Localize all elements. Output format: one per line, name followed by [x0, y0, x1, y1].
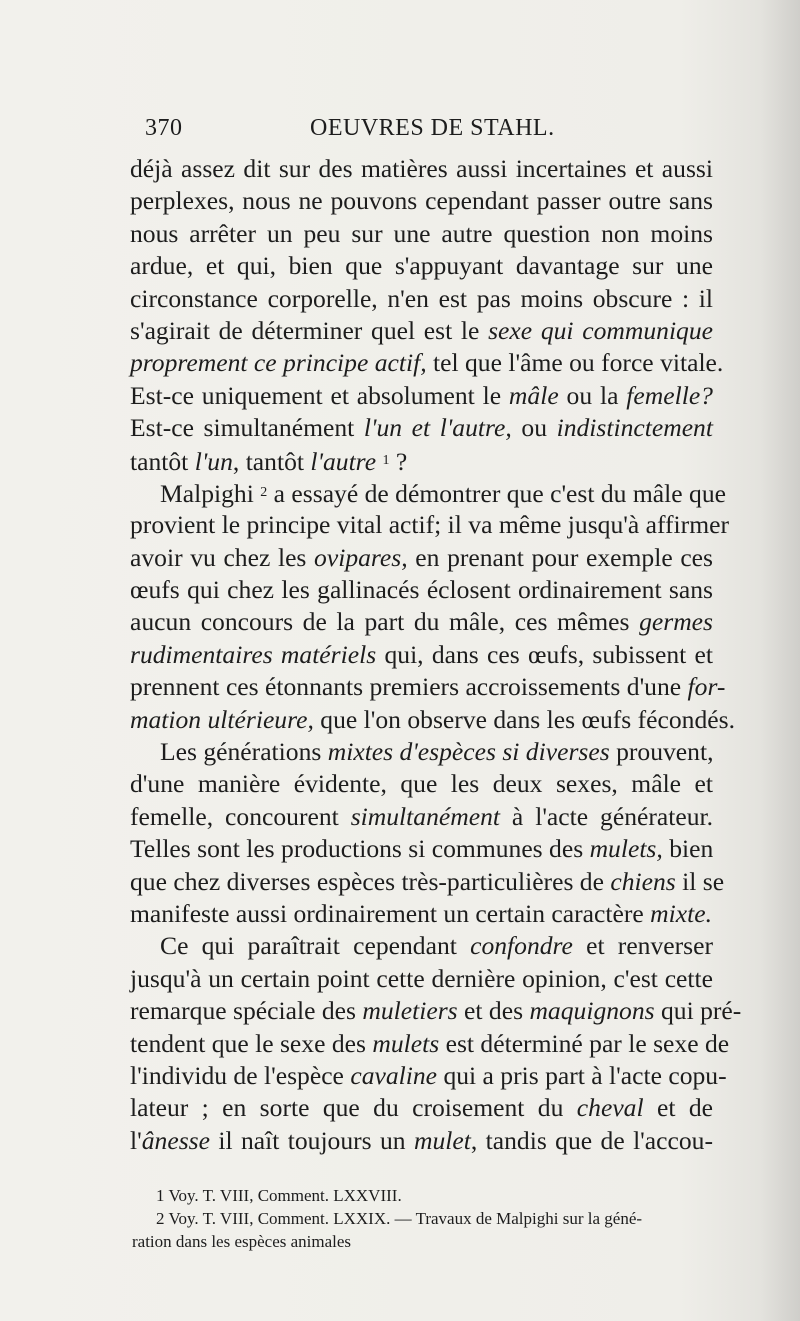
emphasis: simultanément	[350, 801, 500, 831]
text-line: œufs qui chez les gallinacés éclosent ordinairement sans	[130, 575, 713, 605]
emphasis: sexe qui communique	[488, 315, 714, 345]
emphasis: confondre	[470, 931, 573, 961]
text-line: tendent que le sexe des mulets est déterminé par le sexe de	[130, 1028, 730, 1058]
footnote-2-cont: ration dans les espèces animales	[132, 1232, 352, 1251]
text-line: remarque spéciale des muletiers et des maquignons qui pré-	[130, 996, 742, 1026]
text-line: que chez diverses espèces très-particulières de chiens il se	[130, 866, 725, 896]
text-line: prennent ces étonnants premiers accroissements d'une for-	[130, 672, 726, 702]
text-line: manifeste aussi ordinairement un certain caractère mixte.	[130, 898, 712, 928]
text-line: d'une manière évidente, que les deux sexes, mâle et	[130, 769, 713, 799]
emphasis: muletiers	[362, 996, 458, 1026]
text-line: Malpighi $^2$ a essayé de démontrer que c'est du mâle que	[160, 478, 726, 508]
text-line: ardue, et qui, bien que s'appuyant davantage sur une	[130, 251, 713, 281]
text-line: Est-ce simultanément l'un et l'autre, ou indistinctement	[130, 413, 713, 443]
emphasis: rudimentaires matériels	[130, 639, 377, 669]
emphasis: mation ultérieure,	[130, 704, 314, 734]
emphasis: ânesse	[141, 1125, 210, 1155]
page-header	[145, 115, 705, 149]
text-line: déjà assez dit sur des matières aussi incertaines et aussi	[130, 154, 713, 183]
text-line: femelle, concourent simultanément à l'acte générateur.	[130, 801, 714, 831]
text-line: Ce qui paraîtrait cependant confondre et renverser	[160, 931, 714, 961]
emphasis: mulets	[372, 1028, 440, 1058]
text-line: avoir vu chez les ovipares, en prenant pour exemple ces	[130, 542, 714, 572]
emphasis: mixtes d'espèces si diverses	[327, 737, 610, 767]
text-line: Telles sont les productions si communes des mulets, bien	[130, 834, 714, 864]
text-line: perplexes, nous ne pouvons cependant passer outre sans	[130, 186, 713, 216]
footnote-1: 1 Voy. T. VIII, Comment. LXXVIII.	[156, 1186, 402, 1205]
page-number: 370	[145, 115, 183, 141]
text-line: jusqu'à un certain point cette dernière opinion, c'est cette	[130, 963, 713, 993]
emphasis: mâle	[508, 380, 559, 410]
text-line: rudimentaires matériels qui, dans ces œufs, subissent et	[130, 639, 713, 669]
text-line: lateur ; en sorte que du croisement du cheval et de	[130, 1093, 713, 1123]
text-line: nous arrêter un peu sur une autre question non moins	[130, 218, 713, 248]
footnotes	[132, 1184, 715, 1253]
footnote-ref: 1	[382, 452, 390, 468]
emphasis: ovipares,	[314, 542, 408, 572]
text-line: provient le principe vital actif; il va même jusqu'à affirmer	[130, 510, 729, 540]
text-line: l'ânesse il naît toujours un mulet, tandis que de l'accou-	[130, 1125, 713, 1155]
running-title: OEUVRES DE STAHL.	[310, 115, 555, 141]
emphasis: mulets,	[589, 834, 663, 864]
text-line: s'agirait de déterminer quel est le sexe qui communique	[130, 315, 714, 345]
emphasis: cavaline	[350, 1060, 438, 1090]
emphasis: l'un et l'autre,	[363, 413, 512, 443]
footnote-2: 2 Voy. T. VIII, Comment. LXXIX. — Travaux de Malpighi sur la géné-	[156, 1209, 643, 1228]
text-line: circonstance corporelle, n'en est pas moins obscure : il	[130, 283, 713, 313]
text-line: l'individu de l'espèce cavaline qui a pris part à l'acte copu-	[130, 1060, 727, 1090]
emphasis: indistinctement	[556, 413, 713, 443]
emphasis: maquignons	[529, 996, 655, 1026]
emphasis: cheval	[576, 1093, 644, 1123]
text-line: proprement ce principe actif, tel que l'âme ou force vitale.	[130, 348, 724, 378]
emphasis: proprement ce principe actif,	[130, 348, 427, 378]
body-text	[130, 153, 742, 1157]
text-line: Les générations mixtes d'espèces si diverses prouvent,	[160, 737, 714, 767]
text-line: mation ultérieure, que l'on observe dans les œufs fécondés.	[130, 704, 735, 734]
emphasis: germes	[639, 607, 713, 637]
emphasis: mixte.	[650, 898, 712, 928]
text-line: Est-ce uniquement et absolument le mâle ou la femelle?	[130, 380, 713, 410]
text-line: aucun concours de la part du mâle, ces mêmes germes	[130, 607, 713, 637]
emphasis: chiens	[610, 866, 676, 896]
text-line: tantôt l'un, tantôt l'autre $^1$ ?	[130, 446, 408, 476]
emphasis: for-	[687, 672, 726, 702]
emphasis: l'autre	[310, 446, 377, 476]
emphasis: l'un	[194, 446, 233, 476]
emphasis: mulet	[414, 1125, 471, 1155]
footnote-ref: 2	[260, 484, 268, 500]
emphasis: femelle?	[626, 380, 713, 410]
